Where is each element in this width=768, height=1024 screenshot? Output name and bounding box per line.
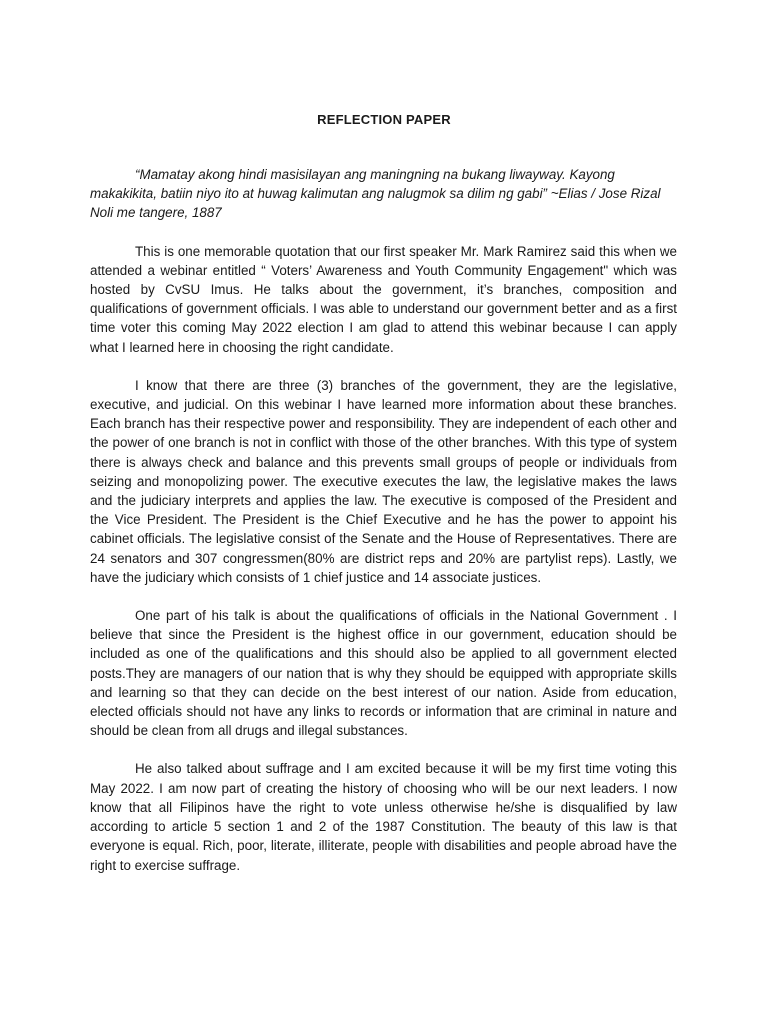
- branches-paragraph: I know that there are three (3) branches of the government, they are the legislative, executive, and judicial. On this webinar I have learned more information about these branches. Each branch has their respective power and responsibility. They are independent of each other and the power of one branch is not in conflict with those of the other branches. With this type of system there is always check and balance and this prevents small groups of people or individuals from seizing and monopolizing power. The executive executes the law, the legislative makes the laws and the judiciary interprets and applies the law. The executive is composed of the President and the Vice President. The President is the Chief Executive and he has the power to appoint his cabinet officials. The legislative consist of the Senate and the House of Representatives. There are 24 senators and 307 congressmen(80% are district reps and 20% are partylist reps). Lastly, we have the judiciary which consists of 1 chief justice and 14 associate justices.: [90, 377, 677, 585]
- opening-quote-paragraph: “Mamatay akong hindi masisilayan ang maningning na bukang liwayway. Kayong makakikita, batiin niyo ito at huwag kalimutan ang nalugmok sa dilim ng gabi” ~Elias / Jose Rizal Noli me tangere, 1887: [90, 167, 661, 221]
- qualifications-paragraph: One part of his talk is about the qualifications of officials in the National Government . I believe that since the President is the highest office in our government, education should be included as one of the qualifications and this should also be applied to all government elected posts.They are managers of our nation that is why they should be equipped with appropriate skills and learning so that they can decide on the best interest of our nation. Aside from education, elected officials should not have any links to records or information that are criminal in nature and should be clean from all drugs and illegal substances.: [90, 608, 677, 739]
- document-body: [90, 165, 677, 894]
- suffrage-paragraph: He also talked about suffrage and I am excited because it will be my first time voting this May 2022. I am now part of creating the history of choosing who will be our next leaders. I now know that all Filipinos have the right to vote unless otherwise he/she is disqualified by law according to article 5 section 1 and 2 of the 1987 Constitution. The beauty of this law is that everyone is equal. Rich, poor, literate, illiterate, people with disabilities and people abroad have the right to exercise suffrage.: [90, 761, 677, 873]
- introduction-paragraph: This is one memorable quotation that our first speaker Mr. Mark Ramirez said this when we attended a webinar entitled “ Voters’ Awareness and Youth Community Engagement" which was hosted by CvSU Imus. He talks about the government, it’s branches, composition and qualifications of government officials. I was able to understand our government better and as a first time voter this coming May 2022 election I am glad to attend this webinar because I can apply what I learned here in choosing the right candidate.: [90, 243, 677, 355]
- page-title: REFLECTION PAPER: [317, 112, 451, 127]
